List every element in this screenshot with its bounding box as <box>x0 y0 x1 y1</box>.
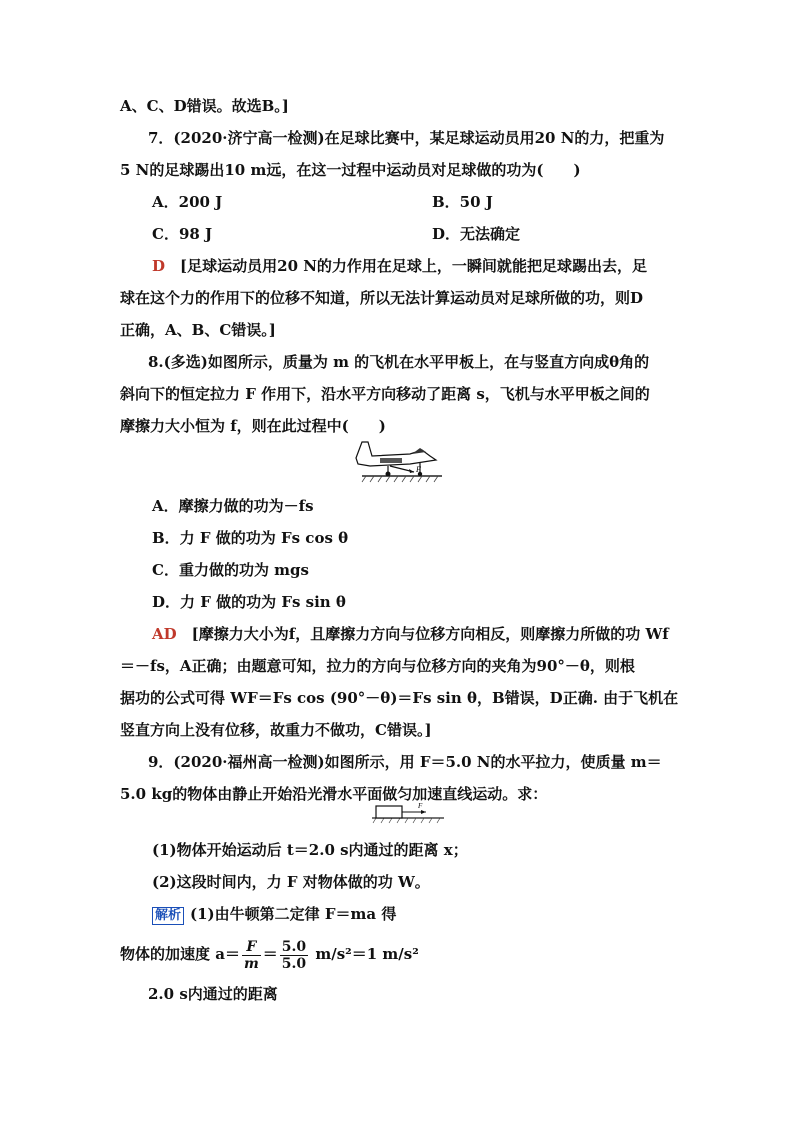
q9-part-2: (2)这段时间内，力 F 对物体做的功 W。 <box>152 873 430 891</box>
q7-option-a: A．200 J <box>152 193 223 211</box>
plane-force-label: F <box>416 465 421 474</box>
q7-stem-1: 7．(2020·济宁高一检测)在足球比赛中，某足球运动员用20 N的力，把重为 <box>148 129 665 147</box>
q8-option-a: A．摩擦力做的功为－fs <box>152 497 314 515</box>
q7-stem-2: 5 N的足球踢出10 m远，在这一过程中运动员对足球做的功为( ) <box>120 161 581 179</box>
q9-stem-1: 9．(2020·福州高一检测)如图所示，用 F＝5.0 N的水平拉力，使质量 m＝ <box>148 753 662 771</box>
q8-stem-1: 8.(多选)如图所示，质量为 m 的飞机在水平甲板上，在与竖直方向成θ角的 <box>148 353 650 371</box>
q7-option-d: D．无法确定 <box>432 225 521 243</box>
q8-stem-3: 摩擦力大小恒为 f，则在此过程中( ) <box>120 417 386 435</box>
q8-explanation-1: AD [摩擦力大小为f，且摩擦力方向与位移方向相反，则摩擦力所做的功 Wf <box>152 625 669 643</box>
solution-line-1: 解析 (1)由牛顿第二定律 F＝ma 得 <box>152 904 396 925</box>
q8-option-d: D．力 F 做的功为 Fs sin θ <box>152 593 346 611</box>
q7-explanation-3: 正确，A、B、C错误。] <box>120 321 276 339</box>
distance-line: 2.0 s内通过的距离 <box>148 985 278 1003</box>
q9-part-1: (1)物体开始运动后 t＝2.0 s内通过的距离 x； <box>152 841 468 859</box>
airplane-figure <box>350 436 450 484</box>
q7-explanation-2: 球在这个力的作用下的位移不知道，所以无法计算运动员对足球所做的功，则D <box>120 289 644 307</box>
fraction-f-over-m: $\frac{F}{m}$ <box>243 938 259 972</box>
block-figure <box>368 800 448 826</box>
q7-option-b: B．50 J <box>432 193 493 211</box>
acceleration-formula: 物体的加速度 a＝ $\frac{F}{m}$ ＝ $\frac{5.0}{5.0}$ m/s²＝1 m/s² <box>120 938 419 972</box>
q8-explanation-4: 竖直方向上没有位移，故重力不做功，C错误。] <box>120 721 432 739</box>
q7-answer: D <box>152 257 166 275</box>
q7-explanation-1: D [足球运动员用20 N的力作用在足球上，一瞬间就能把足球踢出去，足 <box>152 257 647 275</box>
q9-stem-2: 5.0 kg的物体由静止开始沿光滑水平面做匀加速直线运动。求： <box>120 785 548 803</box>
q8-answer: AD <box>152 625 177 643</box>
fraction-values: $\frac{5.0}{5.0}$ <box>281 938 307 972</box>
q8-explanation-2: ＝－fs，A正确；由题意可知，拉力的方向与位移方向的夹角为90°－θ，则根 <box>120 657 635 675</box>
q8-stem-2: 斜向下的恒定拉力 F 作用下，沿水平方向移动了距离 s，飞机与水平甲板之间的 <box>120 385 650 403</box>
solution-tag: 解析 <box>152 907 184 925</box>
block-force-label: F <box>418 802 423 810</box>
q8-option-b: B．力 F 做的功为 Fs cos θ <box>152 529 349 547</box>
q7-option-c: C．98 J <box>152 225 213 243</box>
q8-option-c: C．重力做的功为 mgs <box>152 561 309 579</box>
prev-answer-tail: A、C、D错误。故选B。] <box>120 97 289 115</box>
q8-explanation-3: 据功的公式可得 WF＝Fs cos (90°－θ)＝Fs sin θ，B错误，D正确. 由于飞机在 <box>120 689 679 707</box>
